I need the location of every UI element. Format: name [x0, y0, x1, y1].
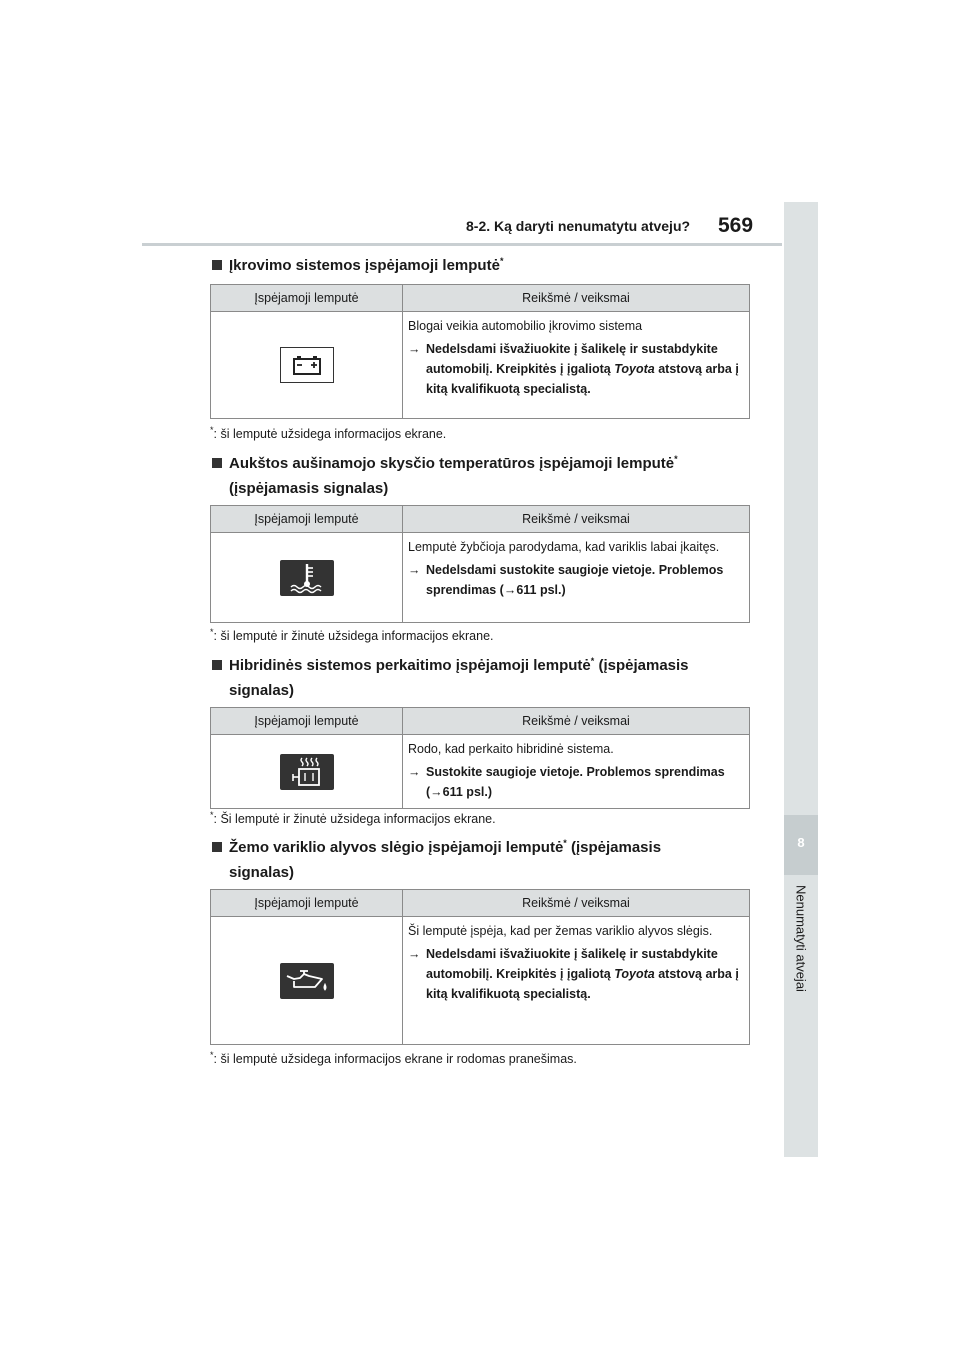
coolant-temperature-icon	[280, 560, 334, 596]
warning-description: Blogai veikia automobilio įkrovimo sistema	[408, 319, 643, 333]
page-number: 569	[718, 214, 754, 237]
chapter-label: Nenumatyti atvejai	[793, 885, 809, 992]
warning-action: → Sustokite saugioje vietoje. Problemos sprendimas (→611 psl.)	[408, 765, 725, 799]
footnote: *: ši lemputė ir žinutė užsidega informacijos ekrane.	[210, 626, 494, 643]
chapter-number: 8	[797, 835, 805, 850]
column-header-light: Įspėjamoji lemputė	[211, 708, 403, 735]
battery-icon	[280, 347, 334, 383]
section-heading-coolant: Aukštos aušinamojo skysčio temperatūros įspėjamoji lemputė* (įspėjamasis signalas)	[212, 451, 752, 501]
column-header-meaning: Reikšmė / veiksmai	[403, 285, 750, 312]
footnote: *: Ši lemputė ir žinutė užsidega informacijos ekrane.	[210, 809, 496, 826]
warning-description: Ši lemputė įspėja, kad per žemas variklio alyvos slėgis.	[408, 924, 713, 938]
oil-pressure-icon	[280, 963, 334, 999]
footnote: *: ši lemputė užsidega informacijos ekrane ir rodomas pranešimas.	[210, 1049, 577, 1066]
footnote: *: ši lemputė užsidega informacijos ekrane.	[210, 424, 447, 441]
bullet-square-icon	[212, 842, 222, 852]
warning-action: → Nedelsdami išvažiuokite į šalikelę ir sustabdykite automobilį. Kreipkitės į įgaliotą Toyota atstovą arba į kitą kvalifikuotą specialistą.	[408, 342, 739, 396]
oil-pressure-warning-table	[210, 889, 750, 1045]
charging-warning-table	[210, 284, 750, 419]
section-heading-charging: Įkrovimo sistemos įspėjamoji lemputė*	[212, 253, 752, 278]
column-header-light: Įspėjamoji lemputė	[211, 285, 403, 312]
warning-action: → Nedelsdami išvažiuokite į šalikelę ir sustabdykite automobilį. Kreipkitės į įgaliotą Toyota atstovą arba į kitą kvalifikuotą specialistą.	[408, 947, 739, 1001]
bullet-square-icon	[212, 260, 222, 270]
warning-description: Rodo, kad perkaito hibridinė sistema.	[408, 742, 614, 756]
bullet-square-icon	[212, 458, 222, 468]
hybrid-warning-table	[210, 707, 750, 809]
header-divider	[142, 243, 782, 246]
warning-action: → Nedelsdami sustokite saugioje vietoje. Problemos sprendimas (→611 psl.)	[408, 563, 724, 597]
section-heading-hybrid: Hibridinės sistemos perkaitimo įspėjamoji lemputė* (įspėjamasis signalas)	[212, 653, 752, 703]
hybrid-overheat-icon	[280, 754, 334, 790]
section-title: 8-2. Ką daryti nenumatytu atveju?	[466, 218, 691, 234]
bullet-square-icon	[212, 660, 222, 670]
column-header-light: Įspėjamoji lemputė	[211, 506, 403, 533]
coolant-warning-table	[210, 505, 750, 623]
column-header-meaning: Reikšmė / veiksmai	[403, 708, 750, 735]
column-header-meaning: Reikšmė / veiksmai	[403, 890, 750, 917]
column-header-meaning: Reikšmė / veiksmai	[403, 506, 750, 533]
section-heading-oil-pressure: Žemo variklio alyvos slėgio įspėjamoji lemputė* (įspėjamasis signalas)	[212, 835, 752, 885]
column-header-light: Įspėjamoji lemputė	[211, 890, 403, 917]
warning-description: Lemputė žybčioja parodydama, kad variklis labai įkaitęs.	[408, 540, 720, 554]
